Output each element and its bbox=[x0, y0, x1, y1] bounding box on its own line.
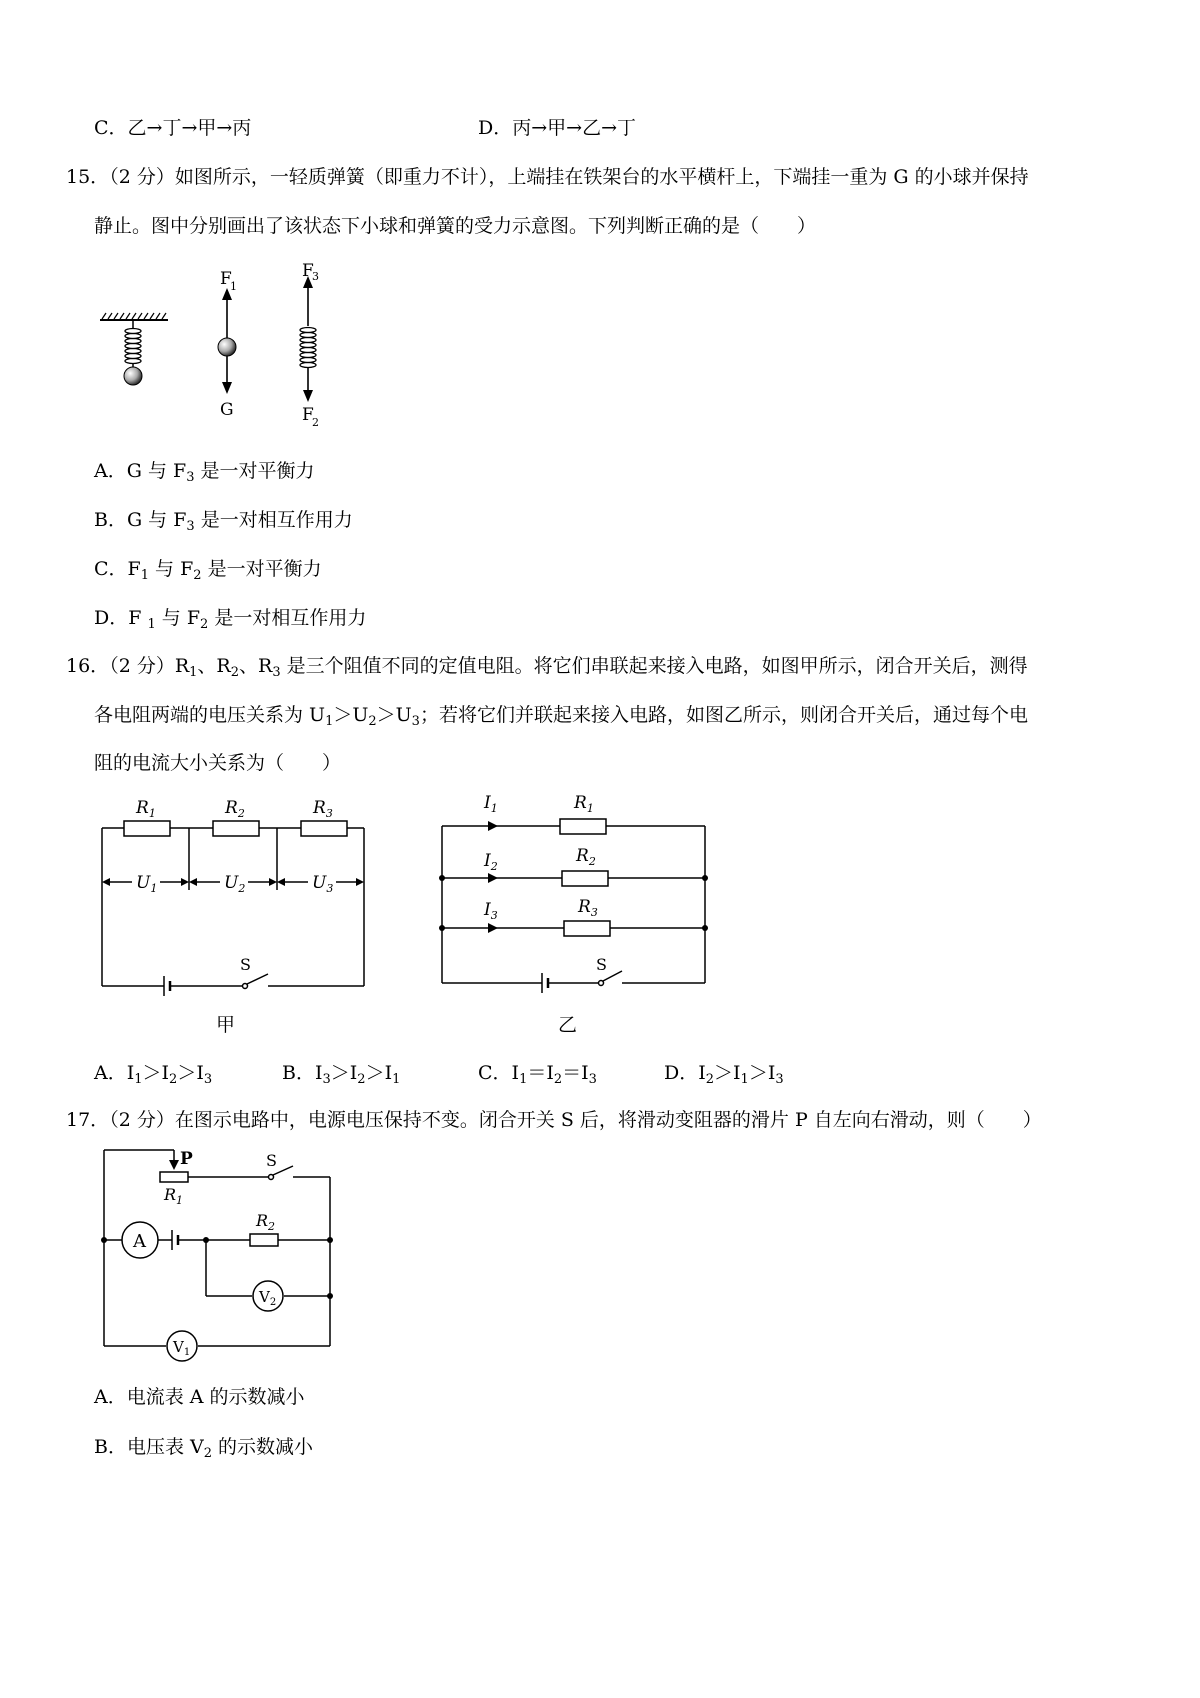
q16-option-a: A．$I_1>I_2>I_3$ bbox=[94, 1062, 213, 1087]
q17-figure bbox=[96, 1146, 356, 1366]
yi-label-s: S bbox=[596, 955, 607, 974]
q17-label-r2: $R_2$ bbox=[256, 1211, 276, 1233]
q17-voltmeter-v2-label: $V_2$ bbox=[259, 1288, 277, 1308]
q17-score: （2 分） bbox=[109, 1109, 175, 1131]
yi-label-i3: $I_3$ bbox=[484, 900, 498, 922]
q16-figure-jia bbox=[96, 790, 396, 1040]
q15-stem-line-2: 静止。图中分别画出了该状态下小球和弹簧的受力示意图。下列判断正确的是（ ） bbox=[94, 215, 817, 237]
yi-label-i1: $I_1$ bbox=[484, 793, 498, 815]
q15-option-a: A．G 与 $F_3$ 是一对平衡力 bbox=[94, 460, 315, 485]
q17-number: 17． bbox=[66, 1109, 110, 1131]
q14-option-c: C．乙→丁→甲→丙 bbox=[94, 117, 252, 139]
q15-label-g: G bbox=[220, 400, 234, 420]
q16-stem-line-2: 各电阻两端的电压关系为 $U_1>U_2>U_3$；若将它们并联起来接入电路，如图乙所示，则闭合开关后，通过每个电 bbox=[94, 704, 1028, 729]
jia-label-r2: $R_2$ bbox=[225, 798, 245, 820]
q16-option-d: D．$I_2>I_1>I_3$ bbox=[664, 1062, 784, 1087]
yi-label-i2: $I_2$ bbox=[484, 851, 498, 873]
q15-figure bbox=[96, 258, 356, 428]
q17-option-a: A．电流表 A 的示数减小 bbox=[94, 1386, 305, 1408]
q17-voltmeter-v1-label: $V_1$ bbox=[173, 1338, 191, 1358]
svg-text:3: 3 bbox=[312, 270, 319, 283]
q17-option-b: B．电压表 $V_2$ 的示数减小 bbox=[94, 1436, 314, 1461]
svg-text:1: 1 bbox=[230, 280, 237, 293]
q16-option-c: C．$I_1=I_2=I_3$ bbox=[478, 1062, 597, 1087]
yi-label-r1: $R_1$ bbox=[574, 793, 594, 815]
q15-label-f3: F bbox=[302, 261, 314, 281]
q16-stem-line-3: 阻的电流大小关系为（ ） bbox=[94, 752, 342, 774]
q15-number: 15． bbox=[66, 166, 110, 188]
jia-label-u2: $U_2$ bbox=[224, 873, 246, 895]
yi-label-r2: $R_2$ bbox=[576, 846, 596, 868]
yi-label-r3: $R_3$ bbox=[578, 897, 598, 919]
q14-option-d: D．丙→甲→乙→丁 bbox=[478, 117, 636, 139]
yi-caption: 乙 bbox=[558, 1014, 578, 1036]
jia-label-s: S bbox=[240, 955, 251, 974]
jia-label-u3: $U_3$ bbox=[312, 873, 334, 895]
q15-option-b: B．G 与 $F_3$ 是一对相互作用力 bbox=[94, 509, 353, 534]
jia-label-r3: $R_3$ bbox=[313, 798, 333, 820]
q16-figure-yi bbox=[436, 788, 776, 1040]
q15-label-f2: F bbox=[302, 405, 314, 425]
q15-option-c: C．$F_1$ 与 $F_2$ 是一对平衡力 bbox=[94, 558, 322, 583]
q16-score: （2 分） bbox=[109, 655, 175, 677]
q15-label-f1: F bbox=[220, 269, 232, 289]
q17-label-r1: $R_1$ bbox=[164, 1185, 184, 1207]
q16-stem-line-1: 16．（2 分）$R_1$、$R_2$、$R_3$ 是三个阻值不同的定值电阻。将它们串联起来接入电路，如图甲所示，闭合开关后，测得 bbox=[66, 655, 1028, 680]
q15-option-d: D．F $_1$ 与 $F_2$ 是一对相互作用力 bbox=[94, 607, 367, 632]
q15-stem-line-1: 15．（2 分）如图所示，一轻质弹簧（即重力不计），上端挂在铁架台的水平横杆上，下端挂一重为 G 的小球并保持 bbox=[66, 166, 1029, 188]
jia-label-u1: $U_1$ bbox=[136, 873, 158, 895]
q16-option-b: B．$I_3>I_2>I_1$ bbox=[282, 1062, 401, 1087]
q16-number: 16． bbox=[66, 655, 110, 677]
jia-caption: 甲 bbox=[216, 1014, 236, 1036]
svg-text:2: 2 bbox=[312, 416, 319, 429]
q15-score: （2 分） bbox=[109, 166, 175, 188]
q17-label-p: P bbox=[180, 1149, 193, 1169]
q17-stem: 17．（2 分）在图示电路中，电源电压保持不变。闭合开关 S 后，将滑动变阻器的滑片 P 自左向右滑动，则（ ） bbox=[66, 1109, 1042, 1131]
jia-label-r1: $R_1$ bbox=[136, 798, 156, 820]
q17-ammeter-label: A bbox=[133, 1231, 146, 1252]
q17-label-s: S bbox=[266, 1151, 277, 1170]
